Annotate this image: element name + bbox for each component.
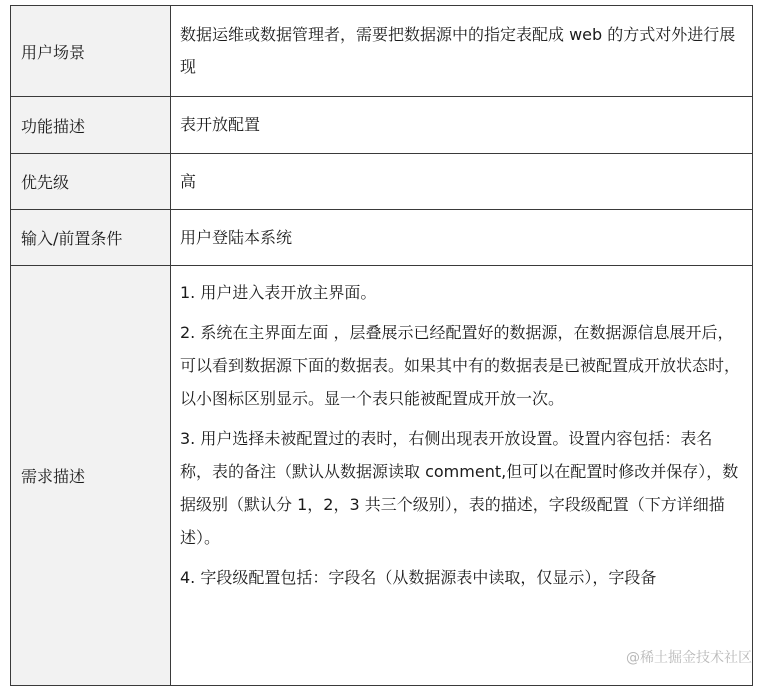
row-function [11,97,753,154]
row-priority [11,154,753,210]
value-function: 表开放配置 [171,97,753,154]
requirement-item-3: 3. 用户选择未被配置过的表时，右侧出现表开放设置。设置内容包括：表名称，表的备注（默认从数据源读取 comment,但可以在配置时修改并保存），数据级别（默认分 1，2，3 共三个级别），表的描述，字段级配置（下方详细描述）。 [180,429,739,547]
value-priority: 高 [171,154,753,210]
requirement-table [10,5,753,686]
label-precondition: 输入/前置条件 [11,210,171,266]
label-priority: 优先级 [11,154,171,210]
row-requirements [11,266,753,686]
requirement-item-4: 4. 字段级配置包括：字段名（从数据源表中读取，仅显示），字段备 [180,568,657,587]
row-precondition [11,210,753,266]
value-requirements [171,266,753,686]
value-user-scene: 数据运维或数据管理者，需要把数据源中的指定表配成 web 的方式对外进行展现 [171,6,753,97]
value-precondition: 用户登陆本系统 [171,210,753,266]
requirement-item-2: 2. 系统在主界面左面 ，层叠展示已经配置好的数据源，在数据源信息展开后，可以看到数据源下面的数据表。如果其中有的数据表是已被配置成开放状态时，以小图标区别显示。显一个表只能被配置成开放一次。 [180,323,741,408]
label-requirements: 需求描述 [11,266,171,686]
label-user-scene: 用户场景 [11,6,171,97]
requirement-item-1: 1. 用户进入表开放主界面。 [180,283,377,302]
label-function: 功能描述 [11,97,171,154]
watermark: @稀土掘金技术社区 [626,650,752,666]
requirements-list [180,276,744,671]
row-user-scene [11,6,753,97]
